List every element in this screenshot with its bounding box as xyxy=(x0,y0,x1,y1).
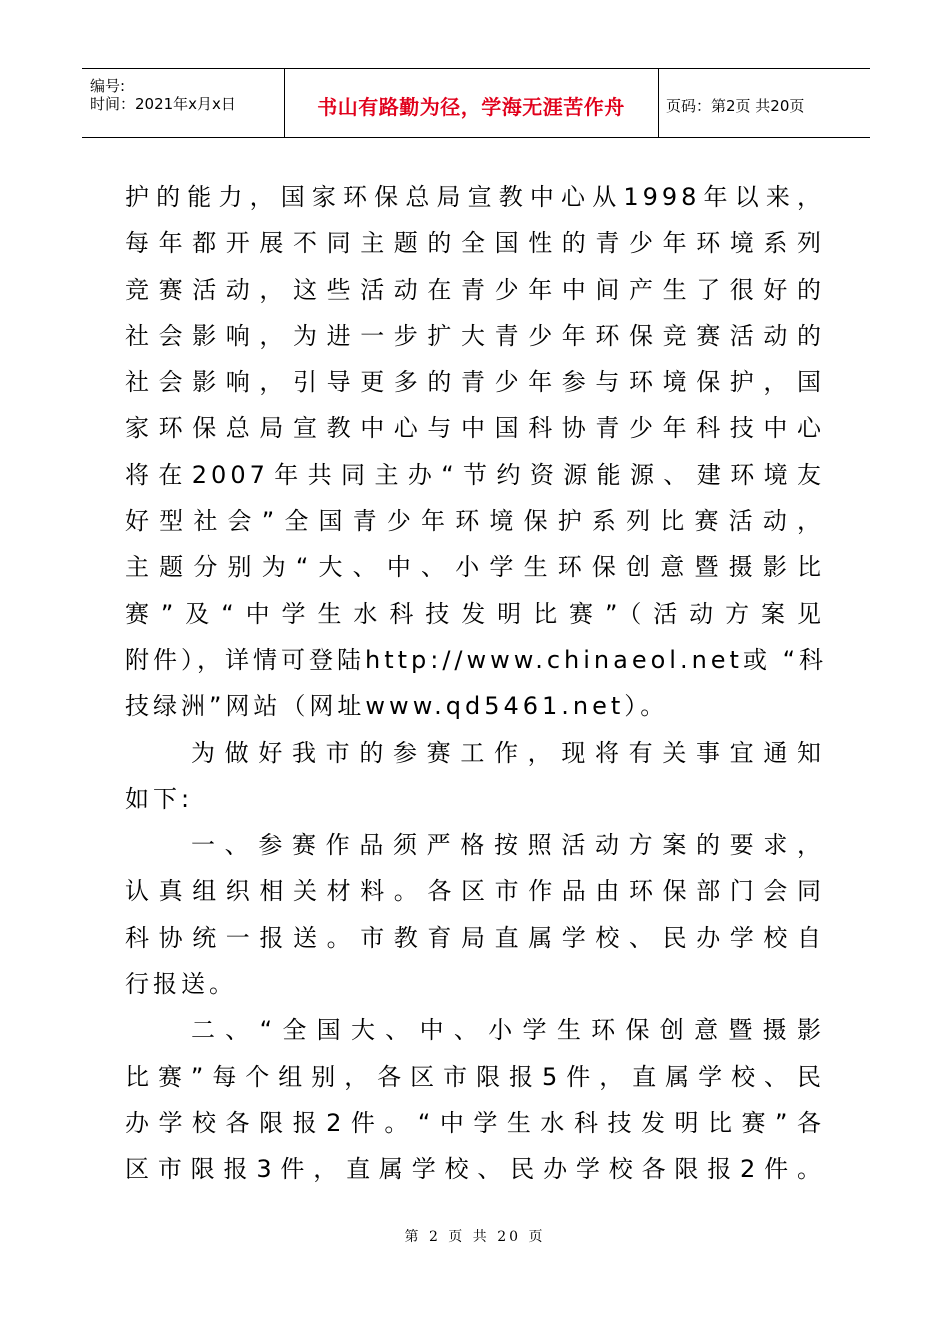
document-body xyxy=(125,174,828,1193)
body-line: 赛”及“中学生水科技发明比赛”（活动方案见 xyxy=(125,599,825,628)
body-line: 社会影响，为进一步扩大青少年环保竞赛活动的 xyxy=(125,321,825,350)
header-motto-cell xyxy=(284,69,659,137)
body-line: 护的能力，国家环保总局宣教中心从1998年以来， xyxy=(125,183,825,211)
body-line: 技绿洲”网站（网址www.qd5461.net）。 xyxy=(125,692,669,721)
body-line: 比赛”每个组别，各区市限报5件，直属学校、民 xyxy=(125,1062,825,1091)
body-line: 每年都开展不同主题的全国性的青少年环境系列 xyxy=(125,229,825,258)
header-meta-cell xyxy=(82,69,285,137)
body-line: 为做好我市的参赛工作，现将有关事宜通知 xyxy=(191,738,825,767)
header-page-number: 页码：第2页 共20页 xyxy=(666,97,805,115)
document-number-label: 编号: xyxy=(90,77,126,95)
page-footer: 第 2 页 共 20 页 xyxy=(404,1229,546,1245)
body-line: 如下: xyxy=(125,784,194,813)
body-line: 家环保总局宣教中心与中国科协青少年科技中心 xyxy=(125,414,825,443)
body-line: 附件），详情可登陆http://www.chinaeol.net或 “科 xyxy=(125,645,828,674)
page-header xyxy=(82,68,870,138)
body-line: 主题分别为“大、中、小学生环保创意暨摄影比 xyxy=(125,553,825,582)
body-line: 将在2007年共同主办“节约资源能源、建环境友 xyxy=(125,460,825,489)
header-motto: 书山有路勤为径，学海无涯苦作舟 xyxy=(317,95,625,119)
body-line: 认真组织相关材料。各区市作品由环保部门会同 xyxy=(125,877,825,906)
body-line: 一、参赛作品须严格按照活动方案的要求， xyxy=(191,831,825,860)
header-page-cell xyxy=(660,69,870,137)
body-line: 办学校各限报2件。“中学生水科技发明比赛”各 xyxy=(125,1108,825,1137)
body-line: 社会影响，引导更多的青少年参与环境保护，国 xyxy=(125,368,825,397)
document-date-label: 时间：2021年x月x日 xyxy=(90,95,236,113)
body-line: 二、“全国大、中、小学生环保创意暨摄影 xyxy=(191,1016,825,1045)
body-line: 科协统一报送。市教育局直属学校、民办学校自 xyxy=(125,923,825,952)
body-line: 好型社会”全国青少年环境保护系列比赛活动， xyxy=(125,507,825,536)
body-line: 竞赛活动，这些活动在青少年中间产生了很好的 xyxy=(125,275,825,304)
body-line: 行报送。 xyxy=(125,970,237,999)
body-line: 区市限报3件，直属学校、民办学校各限报2件。 xyxy=(125,1155,825,1184)
